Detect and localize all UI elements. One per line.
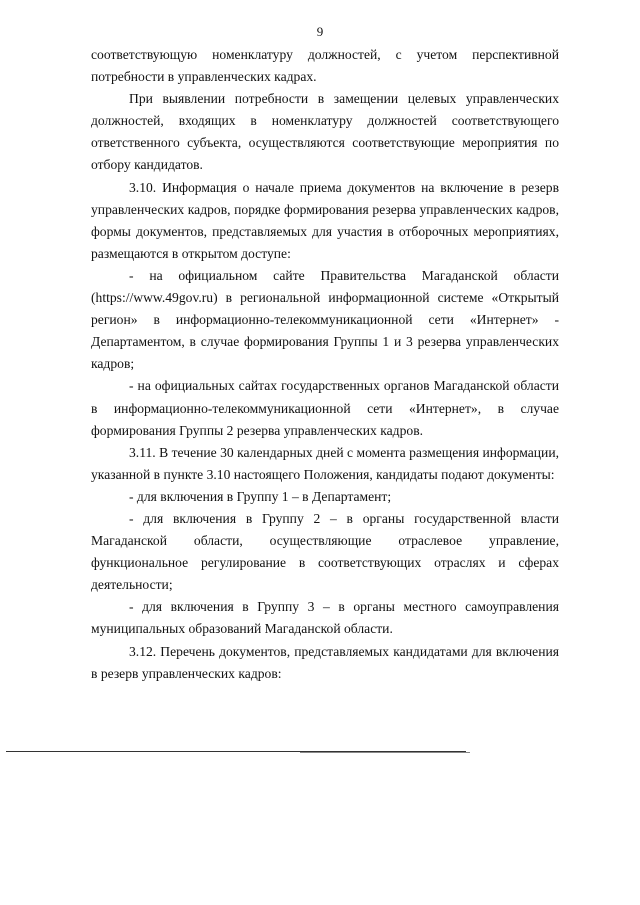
list-item: - для включения в Группу 3 – в органы местного самоуправления муниципальных образований Магаданской области.	[91, 599, 559, 637]
paragraph: При выявлении потребности в замещении целевых управленческих должностей, входящих в номенклатуру должностей соответствующего ответственного субъекта, осуществляются соответствующие мероприятия по отбору кандидатов.	[91, 91, 559, 173]
list-item: - для включения в Группу 1 – в Департамент;	[129, 488, 392, 504]
paragraph-section-3-11: 3.11. В течение 30 календарных дней с момента размещения информации, указанной в пункте 3.10 настоящего Положения, кандидаты подают документы:	[91, 444, 559, 482]
paragraph: соответствующую номенклатуру должностей, с учетом перспективной потребности в управленческих кадрах.	[91, 47, 559, 85]
document-body	[91, 44, 559, 685]
list-item: - для включения в Группу 2 – в органы государственной власти Магаданской области, осуществляющие отраслевое управление, функциональное регулирование в соответствующих отраслях и сферах деятельности;	[91, 510, 559, 593]
list-item: - на официальных сайтах государственных органов Магаданской области в информационно-телекоммуникационной сети «Интернет», в случае формирования Группы 2 резерва управленческих кадров.	[91, 378, 559, 438]
paragraph-section-3-10: 3.10. Информация о начале приема документов на включение в резерв управленческих кадров, порядке формирования резерва управленческих кадров, формы документов, представляемых для участия в отборочных мероприятиях, размещаются в открытом доступе:	[91, 179, 559, 261]
paragraph-section-3-12: 3.12. Перечень документов, представляемых кандидатами для включения в резерв управленческих кадров:	[91, 643, 559, 681]
list-item: - на официальном сайте Правительства Магаданской области (https://www.49gov.ru) в региональной информационной системе «Открытый регион» в информационно-телекоммуникационной сети «Интернет» - Департаментом, в случае формирования Группы 1 и 3 резерва управленческих кадров;	[91, 267, 559, 372]
page-number: 9	[316, 24, 324, 39]
horizontal-rule-faint	[300, 752, 470, 753]
